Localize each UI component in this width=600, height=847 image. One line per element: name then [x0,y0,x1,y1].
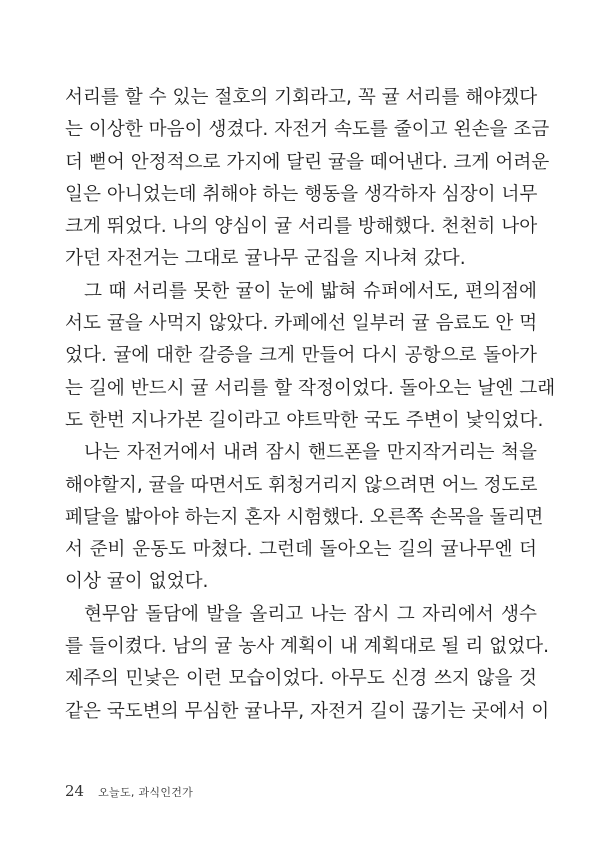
paragraph [65,437,544,598]
running-title: 오늘도, 과식인건가 [98,786,194,799]
text-line: 서리를 할 수 있는 절호의 기회라고, 꼭 귤 서리를 해야겠다 [65,87,538,108]
page-body [65,82,556,728]
text-line: 해야할지, 귤을 따면서도 휘청거리지 않으려면 어느 정도로 [65,474,538,496]
text-line: 서 준비 운동도 마쳤다. 그런데 돌아오는 길의 귤나무엔 더 [65,539,537,561]
paragraph [65,82,550,276]
text-line: 었다. 귤에 대한 갈증을 크게 만들어 다시 공항으로 돌아가 [65,345,537,367]
text-line: 는 길에 반드시 귤 서리를 할 작정이었다. 돌아오는 날엔 그래 [65,377,556,399]
text-line: 페달을 밟아야 하는지 혼자 시험했다. 오른쪽 손목을 돌리면 [65,506,544,528]
paragraph [65,276,556,437]
text-line: 는 이상한 마음이 생겼다. 자전거 속도를 줄이고 왼손을 조금 [65,119,550,141]
text-line: 일은 아니었는데 취해야 하는 행동을 생각하자 심장이 너무 [65,183,538,205]
text-line: 크게 뛰었다. 나의 양심이 귤 서리를 방해했다. 천천히 나아 [65,216,538,238]
text-line: 가던 자전거는 그대로 귤나무 군집을 지나쳐 갔다. [65,248,466,270]
page-number: 24 [65,782,85,800]
text-line: 제주의 민낯은 이런 모습이었다. 아무도 신경 쓰지 않을 것 [65,668,537,690]
paragraph [65,599,550,728]
text-line: 더 뻗어 안정적으로 가지에 달린 귤을 떼어낸다. 크게 어려운 [65,151,550,173]
text-line: 를 들이켰다. 남의 귤 농사 계획이 내 계획대로 될 리 없었다. [65,636,550,658]
text-line: 이상 귤이 없었다. [65,571,209,593]
text-line: 현무암 돌담에 발을 올리고 나는 잠시 그 자리에서 생수 [84,603,537,625]
text-line: 서도 귤을 사먹지 않았다. 카페에선 일부러 귤 음료도 안 먹 [65,313,538,335]
text-line: 나는 자전거에서 내려 잠시 핸드폰을 만지작거리는 척을 [84,442,537,464]
text-line: 그 때 서리를 못한 귤이 눈에 밟혀 슈퍼에서도, 편의점에 [84,280,537,302]
text-line: 도 한번 지나가본 길이라고 야트막한 국도 주변이 낯익었다. [65,409,544,431]
page-footer [65,782,193,800]
text-line: 같은 국도변의 무심한 귤나무, 자전거 길이 끊기는 곳에서 이 [65,700,550,722]
